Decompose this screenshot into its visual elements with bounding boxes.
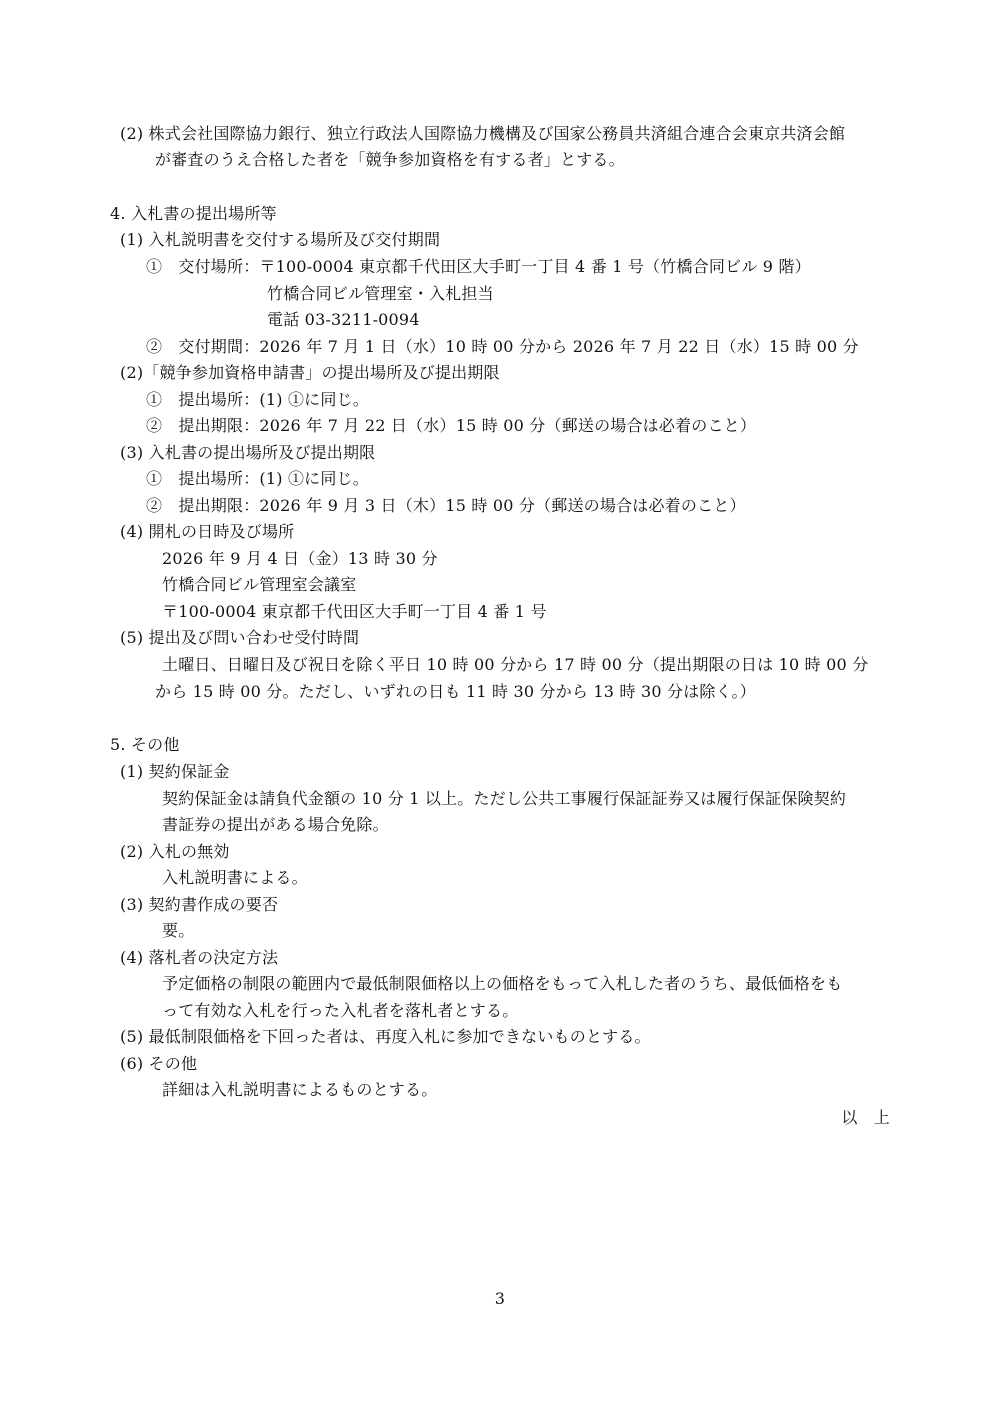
section3-item2-line1: (2) 株式会社国際協力銀行、独立行政法人国際協力機構及び国家公務員共済組合連合会東京共済会館 [120, 124, 846, 143]
section5-item2-title: (2) 入札の無効 [120, 842, 230, 861]
application-deadline: ② 提出期限：2026 年 7 月 22 日（水）15 時 00 分（郵送の場合は必着のこと） [146, 416, 757, 435]
page-number: 3 [494, 1289, 506, 1308]
bid-deadline: ② 提出期限：2026 年 9 月 3 日（木）15 時 00 分（郵送の場合は必着のこと） [146, 496, 746, 515]
winner-method-line2: って有効な入札を行った入札者を落札者とする。 [162, 1001, 519, 1020]
section4-item2-title: (2)「競争参加資格申請書」の提出場所及び提出期限 [120, 363, 500, 382]
contract-required-body: 要。 [162, 921, 195, 940]
section4-item1-title: (1) 入札説明書を交付する場所及び交付期間 [120, 230, 441, 249]
delivery-place-line1: ① 交付場所：〒100-0004 東京都千代田区大手町一丁目 4 番 1 号（竹橋合同ビル 9 階） [146, 257, 811, 276]
delivery-period: ② 交付期間：2026 年 7 月 1 日（水）10 時 00 分から 2026 年 7 月 22 日（水）15 時 00 分 [146, 337, 859, 356]
section4-item5-title: (5) 提出及び問い合わせ受付時間 [120, 628, 360, 647]
section4-heading: 4. 入札書の提出場所等 [110, 204, 277, 223]
section5-item6-title: (6) その他 [120, 1054, 198, 1073]
section5-item5-title: (5) 最低制限価格を下回った者は、再度入札に参加できないものとする。 [120, 1027, 651, 1046]
opening-address: 〒100-0004 東京都千代田区大手町一丁目 4 番 1 号 [162, 602, 547, 621]
delivery-place-line2: 竹橋合同ビル管理室・入札担当 [267, 284, 494, 303]
application-place: ① 提出場所：(1) ①に同じ。 [146, 390, 369, 409]
deposit-line1: 契約保証金は請負代金額の 10 分 1 以上。ただし公共工事履行保証証券又は履行保証保険契約 [162, 789, 847, 808]
section4-item3-title: (3) 入札書の提出場所及び提出期限 [120, 443, 376, 462]
section4-item4-title: (4) 開札の日時及び場所 [120, 522, 295, 541]
closing-mark: 以 上 [841, 1108, 890, 1127]
opening-datetime: 2026 年 9 月 4 日（金）13 時 30 分 [162, 549, 438, 568]
section5-heading: 5. その他 [110, 735, 180, 754]
bid-place: ① 提出場所：(1) ①に同じ。 [146, 469, 369, 488]
deposit-line2: 書証券の提出がある場合免除。 [162, 815, 389, 834]
other-body: 詳細は入札説明書によるものとする。 [162, 1080, 438, 1099]
invalid-bid-body: 入札説明書による。 [162, 868, 308, 887]
section5-item3-title: (3) 契約書作成の要否 [120, 895, 279, 914]
opening-room: 竹橋合同ビル管理室会議室 [162, 575, 357, 594]
winner-method-line1: 予定価格の制限の範囲内で最低制限価格以上の価格をもって入札した者のうち、最低価格をも [162, 974, 843, 993]
section3-item2-line2: が審査のうえ合格した者を「競争参加資格を有する者」とする。 [155, 150, 625, 169]
reception-hours-line1: 土曜日、日曜日及び祝日を除く平日 10 時 00 分から 17 時 00 分（提出期限の日は 10 時 00 分 [162, 655, 869, 674]
section5-item4-title: (4) 落札者の決定方法 [120, 948, 279, 967]
section5-item1-title: (1) 契約保証金 [120, 762, 230, 781]
delivery-place-phone: 電話 03-3211-0094 [267, 310, 420, 329]
reception-hours-line2: から 15 時 00 分。ただし、いずれの日も 11 時 30 分から 13 時 30 分は除く。） [155, 682, 756, 701]
